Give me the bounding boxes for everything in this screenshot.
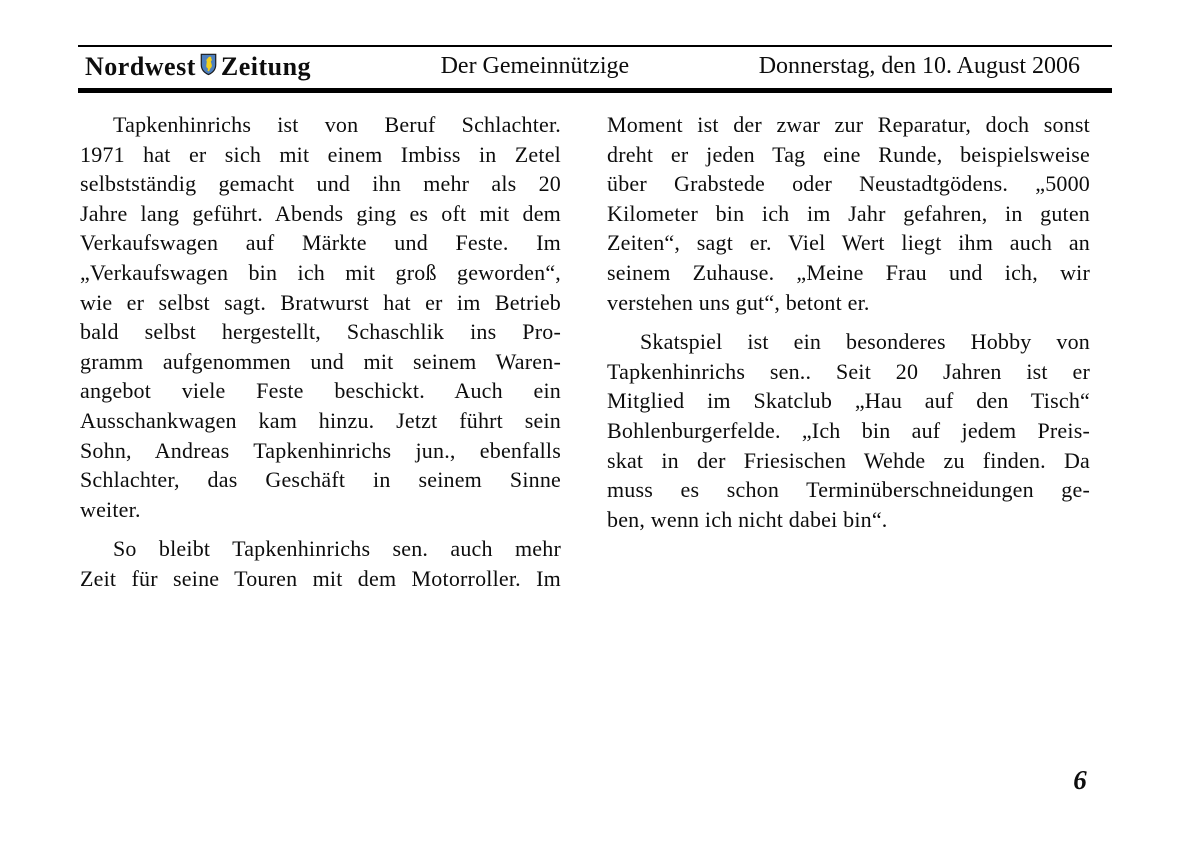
text-line: weiter. xyxy=(80,496,141,522)
text-line: dreht er jeden Tag eine Runde, beispielsweise xyxy=(607,141,1090,167)
text-line: über Grabstede oder Neustadtgödens. „5000 xyxy=(607,171,1090,197)
text-line: Ausschankwagen kam hinzu. Jetzt führt sein xyxy=(80,407,561,433)
paragraph xyxy=(80,110,561,524)
brand-left-text: Nordwest xyxy=(85,51,196,81)
text-line: 1971 hat er sich mit einem Imbiss in Zetel xyxy=(80,141,561,167)
text-line: skat in der Friesischen Wehde zu finden. Da xyxy=(607,447,1090,473)
brand-right-text: Zeitung xyxy=(220,51,312,81)
text-line: „Verkaufswagen bin ich mit groß geworden“, xyxy=(80,259,561,285)
text-line: Moment ist der zwar zur Reparatur, doch sonst xyxy=(607,112,1090,137)
text-line: Schlachter, das Geschäft in seinem Sinne xyxy=(80,467,561,493)
article-column xyxy=(80,110,561,594)
text-line: gramm aufgenommen und mit seinem Waren- xyxy=(80,348,561,374)
text-line: Kilometer bin ich im Jahr gefahren, in guten xyxy=(607,200,1090,226)
page-number: 6 xyxy=(1073,765,1087,795)
paragraph xyxy=(80,534,561,593)
text-line: So bleibt Tapkenhinrichs sen. auch mehr xyxy=(113,536,561,562)
article-column xyxy=(607,110,1090,534)
text-line: Zeiten“, sagt er. Viel Wert liegt ihm auch an xyxy=(607,230,1090,256)
text-line: Tapkenhinrichs ist von Beruf Schlachter. xyxy=(113,112,561,137)
masthead xyxy=(78,45,1112,93)
text-line: Zeit für seine Touren mit dem Motorroller. Im xyxy=(80,565,561,591)
text-line: Verkaufswagen auf Märkte und Feste. Im xyxy=(80,230,561,256)
text-line: bald selbst hergestellt, Schaschlik ins Pro- xyxy=(80,319,561,345)
text-line: selbstständig gemacht und ihn mehr als 20 xyxy=(80,171,561,197)
text-line: wie er selbst sagt. Bratwurst hat er im Betrieb xyxy=(80,289,561,315)
newspaper-brand xyxy=(85,52,311,82)
text-line: verstehen uns gut“, betont er. xyxy=(607,289,870,315)
text-line: Tapkenhinrichs sen.. Seit 20 Jahren ist er xyxy=(607,358,1090,384)
issue-date: Donnerstag, den 10. August 2006 xyxy=(758,53,1080,79)
text-line: seinem Zuhause. „Meine Frau und ich, wir xyxy=(607,259,1090,285)
paragraph xyxy=(607,110,1090,317)
crest-icon xyxy=(200,53,217,83)
text-line: muss es schon Terminüberschneidungen ge- xyxy=(607,477,1090,503)
text-line: Bohlenburgerfelde. „Ich bin auf jedem Preis- xyxy=(607,417,1090,443)
text-line: Mitglied im Skatclub „Hau auf den Tisch“ xyxy=(607,388,1090,414)
text-line: ben, wenn ich nicht dabei bin“. xyxy=(607,506,888,532)
text-line: Jahre lang geführt. Abends ging es oft mit dem xyxy=(80,200,561,226)
text-line: angebot viele Feste beschickt. Auch ein xyxy=(80,378,561,404)
text-line: Sohn, Andreas Tapkenhinrichs jun., ebenfalls xyxy=(80,437,561,463)
section-title: Der Gemeinnützige xyxy=(440,53,630,79)
paragraph xyxy=(607,327,1090,534)
text-line: Skatspiel ist ein besonderes Hobby von xyxy=(640,329,1090,355)
